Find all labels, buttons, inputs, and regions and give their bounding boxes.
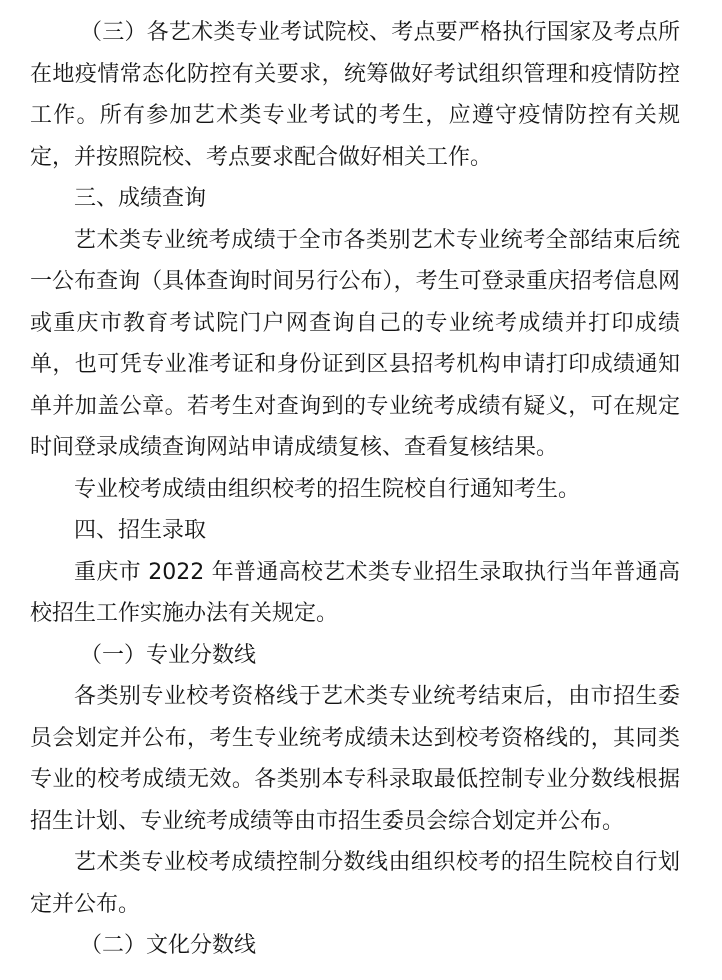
paragraph-score-query-details: 艺术类专业统考成绩于全市各类别艺术专业统考全部结束后统一公布查询（具体查询时间另行公布），考生可登录重庆招考信息网或重庆市教育考试院门户网查询自己的专业统考成绩并打印成绩单，也可凭专业准考证和身份证到区县招考机构申请打印成绩通知单并加盖公章。若考生对查询到的专业统考成绩有疑义，可在规定时间登录成绩查询网站申请成绩复核、查看复核结果。: [30, 227, 680, 460]
section-heading-score-query: 三、成绩查询: [74, 186, 207, 211]
paragraph-admission-rules: 重庆市 2022 年普通高校艺术类专业招生录取执行当年普通高校招生工作实施办法有关规定。: [30, 559, 680, 626]
section-heading-admission: 四、招生录取: [74, 518, 207, 543]
subheading-cultural-cutoff: （二）文化分数线: [80, 933, 257, 958]
subheading-professional-cutoff: （一）专业分数线: [80, 642, 257, 668]
paragraph-exam-epidemic-control: （三）各艺术类专业考试院校、考点要严格执行国家及考点所在地疫情常态化防控有关要求，统筹做好考试组织管理和疫情防控工作。所有参加艺术类专业考试的考生，应遵守疫情防控有关规定，并按照院校、考点要求配合做好相关工作。: [30, 20, 680, 170]
document-body: [30, 12, 680, 967]
paragraph-professional-cutoff-details: 各类别专业校考资格线于艺术类专业统考结束后，由市招生委员会划定并公布，考生专业统考成绩未达到校考资格线的，其同类专业的校考成绩无效。各类别本专科录取最低控制专业分数线根据招生计划、专业统考成绩等由市招生委员会综合划定并公布。: [30, 684, 680, 834]
paragraph-school-exam-cutoff: 艺术类专业校考成绩控制分数线由组织校考的招生院校自行划定并公布。: [30, 850, 680, 917]
paragraph-school-exam-notification: 专业校考成绩由组织校考的招生院校自行通知考生。: [74, 476, 581, 502]
